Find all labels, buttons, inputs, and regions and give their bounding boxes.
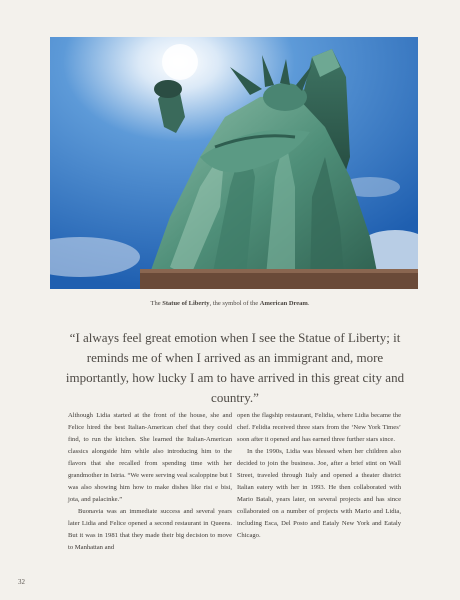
caption-prefix: The [150, 300, 163, 307]
pull-quote: “I always feel great emotion when I see the Statue of Liberty; it reminds me of when I arrived as an immigrant and, more importantly, how lucky I am to have arrived in this great city and country.” [65, 330, 405, 405]
body-column-left [68, 410, 232, 554]
photo-caption [0, 300, 460, 307]
body-paragraph: Although Lidia started at the front of the house, she and Felice hired the best Italian-American chef that they could find, to run the kitchen. She learned the Italian-American classics alongside him while also introducing him to the flavors that she recalled from spending time with her grandmother in Istria. “We were serving veal scaloppine but I was also showing him how to make dishes like risi e bisi, jota, and palacinke.” [68, 412, 232, 503]
statue-illustration [50, 37, 418, 289]
caption-middle: , the symbol of the [209, 300, 260, 307]
body-column-right [237, 410, 401, 542]
page-number: 32 [18, 578, 25, 586]
body-paragraph: Buonavia was an immediate success and several years later Lidia and Felice opened a second restaurant in Queens. But it was in 1981 that they made their big decision to move to Manhattan and [68, 508, 232, 551]
caption-suffix: . [307, 300, 310, 307]
caption-emphasis: American Dream [259, 300, 308, 307]
body-paragraph: In the 1990s, Lidia was blessed when her children also decided to join the business. Joe, after a brief stint on Wall Street, traveled through Italy and opened a theater district Italian eatery with her in 1993. He then collaborated with Mario Batali, years later, on several projects and has since collaborated on a number of projects with Mario and Lidia, including Esca, Del Posto and Eataly New York and Eataly Chicago. [237, 448, 401, 539]
caption-subject: Statue of Liberty [162, 300, 210, 307]
statue-of-liberty-photo [50, 37, 418, 289]
body-paragraph: open the flagship restaurant, Felidia, where Lidia became the chef. Felidia received three stars from the ‘New York Times’ soon after it opened and has earned three further stars since. [237, 412, 401, 443]
